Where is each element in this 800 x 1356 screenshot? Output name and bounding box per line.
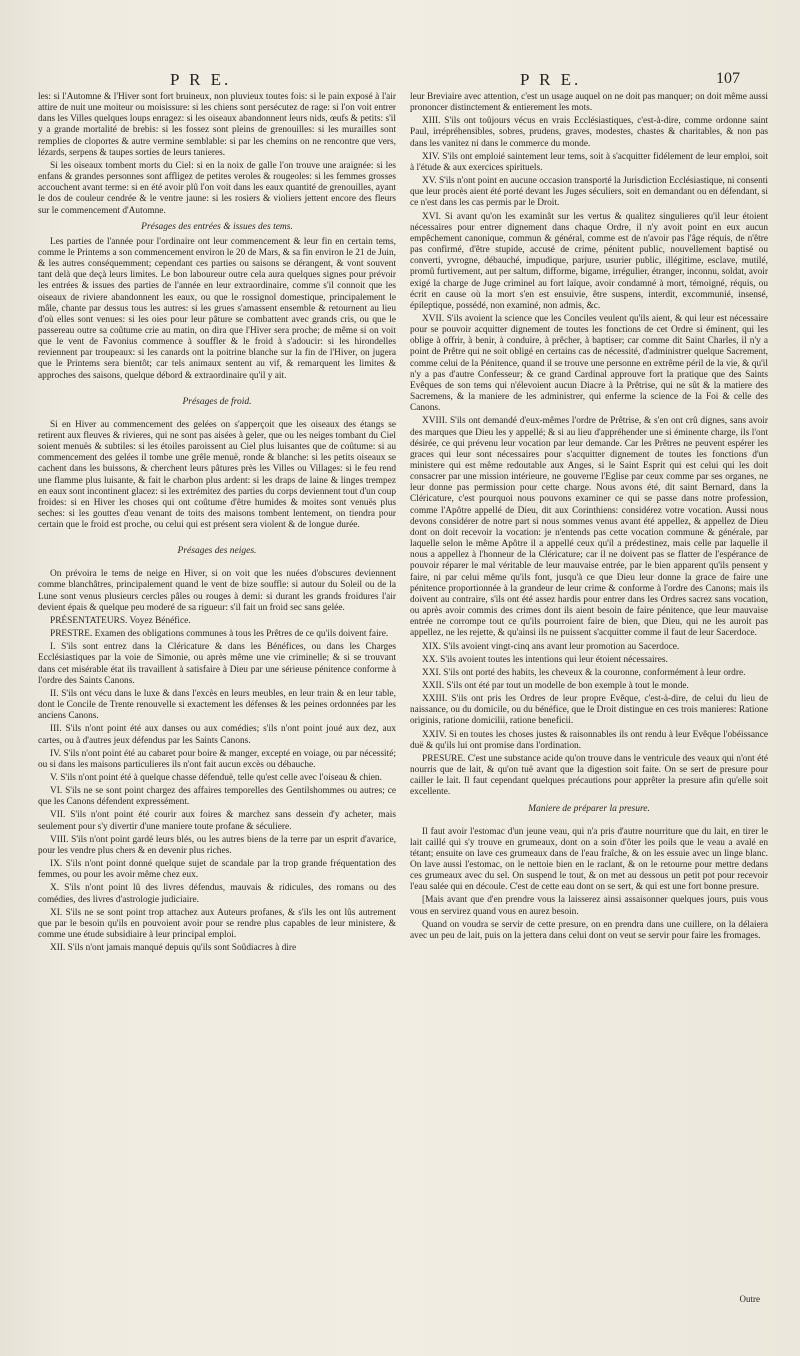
paragraph: Il faut avoir l'estomac d'un jeune veau, qui n'a pris d'autre nourriture que du lait, en tirer le lait caillé qui s'y trouve en grumeaux, dont on a soin d'ôter les poils que le veau a avalé en tétant; ensuite on lave ces grumeaux dans de l'eau fraîche, & on les essuie avec un linge blanc. On lave aussi l'estomac, on le nettoie bien en le raclant, & on le retourne pour mettre dedans ces grumeaux avec du sel. On suspend le tout, & on met au dessous un petit pot pour recevoir l'eau salée qui en découle. C'est de cette eau dont on se sert, & qui est une fort bonne presure.	[410, 826, 768, 893]
section-heading: Présages des neiges.	[177, 546, 257, 557]
paragraph: X. S'ils n'ont point lû des livres défendus, mauvais & ridicules, des romans ou des comédies, des livres d'astrologie judiciaire.	[38, 883, 396, 905]
paragraph: VI. S'ils ne se sont point chargez des affaires temporelles des Gentilshommes ou autres; ce que les Canons défendent expressément.	[38, 786, 396, 808]
paragraph: VIII. S'ils n'ont point gardé leurs blés, ou les autres biens de la terre par un esprit d'avarice, pour les vendre plus chers & en devenir plus riches.	[38, 834, 396, 856]
paragraph: XIII. S'ils ont toûjours vécus en vrais Ecclésiastiques, c'est-à-dire, comme ordonne saint Paul, irrépréhensibles, sobres, prudens, graves, modestes, chastes & charitables, & non pas dans les vanitez ni dans le commerce du monde.	[410, 116, 768, 149]
paragraph: XV. S'ils n'ont point en aucune occasion transporté la Jurisdiction Ecclésiastique, ni consenti que leur procès aient été porté devant les Juges séculiers, soit en demandant ou en défendant, si ce n'est dans les cas permis par le Droit.	[410, 176, 768, 209]
paragraph: XXIV. Si en toutes les choses justes & raisonnables ils ont rendu à leur Evêque l'obéissance duë & qu'ils lui ont promise dans l'ordination.	[410, 729, 768, 751]
paragraph: II. S'ils ont vécu dans le luxe & dans l'excès en leurs meubles, en leur train & en leur table, dont le Concile de Trente renouvelle si exactement les défenses & les peines ordonnées par les anciens Canons.	[38, 688, 396, 722]
paragraph: On prévoira le tems de neige en Hiver, si on voit que les nuées d'obscures deviennent comme blanchâtres, principalement quand le vent de bize souffle: si autour du Soleil ou de la Lune sont venus plusieurs cercles pâles ou rouges à demi: si durant les grands froidures l'air devient épais & quelque peu moderé de sa rigueur: s'il fait un froid sec sans gelée.	[38, 569, 396, 613]
catchword: Outre	[739, 1294, 760, 1304]
section-heading: Maniere de préparer la presure.	[528, 803, 650, 814]
page-number: 107	[716, 70, 740, 87]
paragraph: III. S'ils n'ont point été aux danses ou aux comédies; s'ils n'ont point joué aux dez, aux cartes, ou à d'autres jeux défendus par les Saints Canons.	[38, 724, 396, 746]
entry-heading: PRESURE. C'est une substance acide qu'on trouve dans le ventricule des veaux qui n'ont été nourris que de lait, & qu'on tuë avant que la digestion soit faite. On se sert de presure pour cailler le lait. Il faut cependant quelques précautions pour apprêter la presure afin qu'elle soit excellente.	[410, 753, 768, 798]
running-head-right: P R E.	[520, 70, 582, 89]
paragraph: leur Breviaire avec attention, c'est un usage auquel on ne doit pas manquer; on doit même aussi prononcer distinctement & entierement les mots.	[410, 92, 768, 114]
paragraph: Si en Hiver au commencement des gelées on s'apperçoit que les oiseaux des étangs se retirent aux fleuves & rivieres, qui ne sont pas aisées à geler, que ou les neiges tombant du Ciel soient menuës & subtiles: si les étoiles paroissent au Ciel plus luisantes que de coûtume: si au commencement des gelées il tombe une grêle menuë, ronde & blanche: si les petits oiseaux se cachent dans les buissons, & cherchent leurs pâtures près les Villes ou Villages: si le feu rend une flamme plus luisante, & fait le charbon plus ardent: si les draps de laine & linges trempez en eaux sont incontinent glacez: si les extrémitez des parties du corps deviennent tout d'un coup froides: si en Hiver les choses qui ont coûtume d'être humides & moites sont venuës plus seches: si les gouttes d'eau venant de toits des maisons tombent lentement, on tiendra pour certain que le froid est proche, ou celui qui est présent sera violent & de longue durée.	[38, 419, 396, 531]
paragraph: IV. S'ils n'ont point été au cabaret pour boire & manger, excepté en voiage, ou par nécessité; ou si dans les maisons particulieres ils n'ont fait aucun excès ou débauche.	[38, 748, 396, 770]
paragraph: XVI. Si avant qu'on les examinât sur les vertus & qualitez singulieres qu'il leur étoient nécessaires pour entrer dignement dans chaque Ordre, il n'y avoit point en eux aucun empêchement canonique, commun & général, comme est de n'avoir pas l'âge réquis, de n'être pas confirmé, d'être stupide, accusé de crime, pénitent public, nouvellement baptisé ou converti, yvrogne, débauché, impudique, parjure, usurier public, illégitime, esclave, mutilé, promû furtivement, aut per saltum, difforme, bigame, irrégulier, étranger, inconnu, soldat, avoir exigé la charge de Juge criminel au fort laïque, avoir condamné à mort, témoigné, réquis, ou écrit en cause où la mort s'en est ensuivie, être suspens, interdit, excommunié, insensé, épileptique, possédé, non examiné, non admis, &c.	[410, 211, 768, 311]
paragraph: XVII. S'ils avoient la science que les Conciles veulent qu'ils aient, & qui leur est nécessaire pour se pouvoir acquitter dignement de toutes les fonctions de cet Ordre si éminent, qui les oblige à offrir, à benir, à conduire, à prêcher, à baptiser; car comme dit Saint Charles, il n'y a point de Prêtre qui ne soit obligé en certains cas de nécessité, d'administrer quelque Sacrement, comme celui de la Pénitence, quand il se trouve une personne en extrême péril de la vie, & qu'il n'y a pas d'autre Confesseur; & ce grand Cardinal approuve fort la pratique que des Saints Evêques de son tems qui n'élevoient aucun Diacre à la Prêtrise, qui ne sût & la matiere des Sacremens, & la maniere de les administrer, qui enferme la science de la Foi & celle des Canons.	[410, 313, 768, 414]
paragraph: XXIII. S'ils ont pris les Ordres de leur propre Evêque, c'est-à-dire, de celui du lieu de naissance, ou du domicile, ou du bénéfice, que le Droit distingue en ces trois manieres: Ratione originis, ratione domicilii, ratione beneficii.	[410, 694, 768, 727]
text-columns	[38, 92, 768, 1296]
paragraph: I. S'ils sont entrez dans la Cléricature & dans les Bénéfices, ou dans les Charges Ecclésiastiques par la voie de Simonie, ou après même une vie criminelle; & si se trouvant dans cet misérable état ils travaillent à satisfaire à Dieu par une sérieuse pénitence conforme à l'ordre des Saints Canons.	[38, 642, 396, 686]
paragraph: XXII. S'ils ont été par tout un modelle de bon exemple à tout le monde.	[422, 680, 689, 691]
paragraph: IX. S'ils n'ont point donné quelque sujet de scandale par la trop grande fréquentation des femmes, ou pour les avoir même chez eux.	[38, 859, 396, 881]
paragraph: XX. S'ils avoient toutes les intentions qui leur étoient nécessaires.	[422, 654, 668, 665]
paragraph: [Mais avant que d'en prendre vous la laisserez ainsi assaisonner quelques jours, puis vous vous en servirez quand vous en aurez besoin.	[410, 895, 768, 917]
left-column	[38, 92, 396, 1296]
paragraph: XI. S'ils ne se sont point trop attachez aux Auteurs profanes, & s'ils les ont lûs autrement que par le besoin qu'ils en pouvoient avoir pour se rendre plus capables de leur ministere, & comme une étude subsidiaire à leur principal emploi.	[38, 907, 396, 940]
paragraph: Quand on voudra se servir de cette presure, on en prendra dans une cuillere, on la délaiera avec un peu de lait, puis on la jettera dans celui dont on veut se servir pour faire les fromages.	[410, 919, 768, 941]
section-heading: Présages des entrées & issues des tems.	[141, 221, 293, 232]
paragraph: XIX. S'ils avoient vingt-cinq ans avant leur promotion au Sacerdoce.	[422, 641, 680, 652]
paragraph: XXI. S'ils ont porté des habits, les cheveux & la couronne, conformément à leur ordre.	[422, 667, 746, 678]
paragraph: les: si l'Automne & l'Hiver sont fort bruineux, non pluvieux toutes fois: si le pain exposé à l'air attire de nuit une moiteur ou moisissure: si les chiens sont persécutez de rage: si l'on voit entrer dans les Villes quelques loups enragez: si les oiseaux abandonnent leurs nids, œufs & petits: s'il y a grande mortalité de brebis: si les fossez sont pleins de grenouilles: si les murailles sont remplies de cloportes & autre vermine semblable: si par les chemins on ne rencontre que vers, lézards, serpens & taupes sorties de leurs tanieres.	[38, 92, 396, 158]
entry-heading: PRESTRE. Examen des obligations communes à tous les Prêtres de ce qu'ils doivent faire.	[50, 629, 389, 640]
paragraph: VII. S'ils n'ont point été courir aux foires & marchez sans dessein d'y acheter, mais seulement pour s'y divertir d'une maniere toute profane & séculiere.	[38, 810, 396, 832]
paragraph: Si les oiseaux tombent morts du Ciel: si en la noix de galle l'on trouve une araignée: si les enfans & grandes personnes sont affligez de petites veroles & rougeoles: si les femmes grosses accouchent avant terme: si en été avoir plû l'on voit dans les eaux quantité de grenouilles, ayant le dos de couleur cendrée & le ventre jaune: si les rosiers & violiers jettent encore des fleurs sur le commencement d'Automne.	[38, 160, 396, 216]
paragraph: XIV. S'ils ont emploié saintement leur tems, soit à s'acquitter fidélement de leur emploi, soit à l'étude & aux exercices spirituels.	[410, 151, 768, 173]
paragraph: Les parties de l'année pour l'ordinaire ont leur commencement & leur fin en certain tems, comme le Printems a son commencement environ le 20 de Mars, & sa fin environ le 21 de Juin, & les autres conséquemment; cependant ces parties ou saisons se dérangent, & vont souvent tant delà que deçà leurs limites. Le bon laboureur outre cela aura quelques signes pour prévoir les entrées & issues des parties de l'année en leur extraordinaire, comme s'il connoit que les oiseaux de riviere abandonnent les eaux, ou que le rossignol domestique, principalement le mâle, chante par dessus tous les autres: si les grues s'amassent ensemble & retournent au lieu d'où elles sont venues: si les oies pour leur pâture se combattent avec grands cris, ou que le passereau outre sa coûtume crie au matin, on dira que l'Hiver sera proche; de même si on voit que le vent de Favonius commence à souffler & le froid à s'adoucir: si les hirondelles reviennent par troupeaux: si les canards ont la poitrine blanche sur la fin de l'Hiver, on jugera que le Printems sera bientôt; car tels animaux sentent au vif, & remarquent les limites & approches des saisons, quelque débord & extraordinaire qu'il y ait.	[38, 236, 396, 381]
section-heading: Présages de froid.	[182, 396, 252, 407]
running-head-left: P R E.	[170, 70, 232, 89]
right-column	[410, 92, 768, 1296]
entry-heading: PRÉSENTATEURS. Voyez Bénéfice.	[50, 615, 191, 626]
paragraph: XII. S'ils n'ont jamais manqué depuis qu'ils sont Soûdiacres à dire	[50, 943, 297, 954]
paragraph: V. S'ils n'ont point été à quelque chasse défenduë, telle qu'est celle avec l'oiseau & chien.	[50, 772, 382, 783]
paragraph: XVIII. S'ils ont demandé d'eux-mêmes l'ordre de Prêtrise, & s'en ont crû dignes, sans avoir des marques que Dieu les y appellé; & si au lieu d'appréhender une si éminente charge, ils l'ont désirée, ce qui prévenu leur vocation par leur demande. Car les Prêtres ne peuvent espérer les graces qui leur sont nécessaires pour s'acquitter dignement de toutes les fonctions d'un ministere qui est même redoutable aux Anges, si le Saint Esprit qui est celui qui les doit consacrer par une mission intérieure, ne gouverne l'Eglise par ceux comme par ses organes, ne leur donne pas permission pour cette charge. Nous avons été, dit saint Bernard, dans la Cléricature, c'est pourquoi nous pouvons examiner ce qui se passe dans notre profession, comme l'Apôtre appellé de Dieu, dit aux Corinthiens: considérez votre vocation. Aussi nous devons considérer de notre part si nous sommes venus avant été appellez, & appellez de Dieu dont on doit recevoir la vocation: je n'entends pas cette vocation commune & générale, par laquelle selon le même Apôtre il a appellé ceux qu'il a prédestinez, mais celle par laquelle il nous a appellez à l'honneur de la Cléricature; car il ne doivent pas se flatter de l'espérance de pouvoir réparer le mal véritable de leur mauvaise entrée, par le bien apparent qu'ils pensent y faire, ni par celui même qu'ils font, jusqu'à ce que Dieu leur donne la grace de faire une pénitence proportionnée à la grandeur de leur crime & conforme à l'ordre des Canons; mais ils doivent au contraire, s'ils ont été assez hardis pour entrer dans les Ordres sacrez sans vocation, ou après avoir commis des crimes dont ils aient besoin de faire pénitence, que leur mauvaise entrée ne corrompe tout ce qu'ils pourroient faire de bien, que Dieu, qui ne les auroit pas appellez, ne les rejette, & qu'ainsi ils ne puissent s'acquitter comme il faut de leur Sacerdoce.	[410, 416, 768, 639]
